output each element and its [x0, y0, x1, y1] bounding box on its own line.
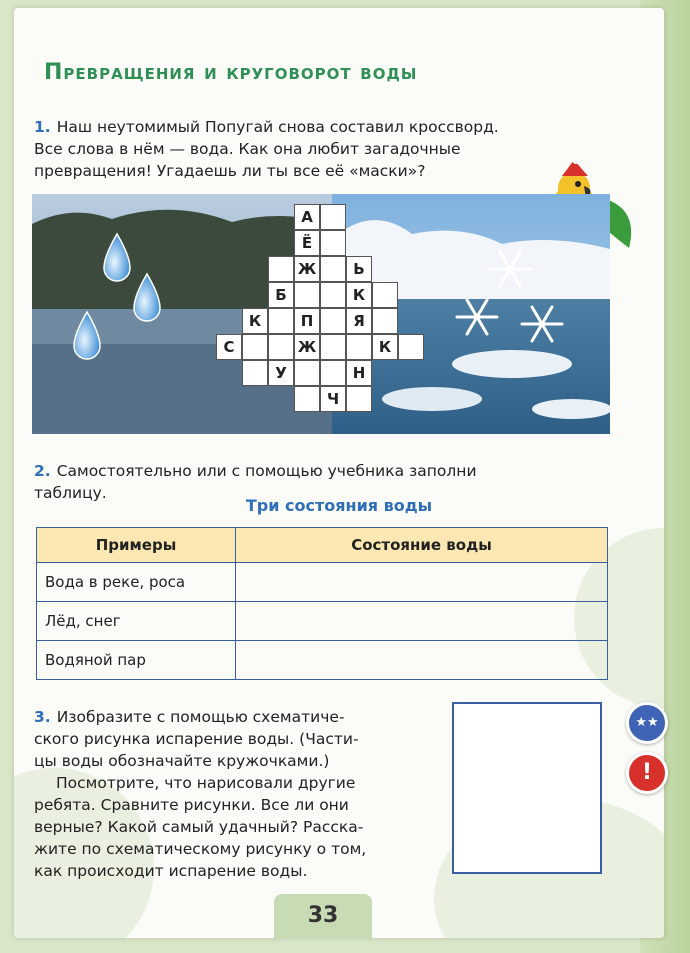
crossword-letter-cell: Ч — [320, 386, 346, 412]
task-3-line: жите по схематическому рисунку о том, — [34, 840, 367, 858]
answer-cell[interactable] — [236, 641, 608, 680]
column-header-examples: Примеры — [37, 528, 236, 563]
task-3-line: Изобразите с помощью схематиче- — [56, 708, 345, 726]
textbook-page — [14, 8, 664, 938]
crossword-letter-cell: К — [242, 308, 268, 334]
crossword-empty-cell[interactable] — [242, 360, 268, 386]
table-row — [37, 641, 608, 680]
crossword-empty-cell[interactable] — [320, 282, 346, 308]
page-title: Превращения и круговорот воды — [44, 60, 418, 85]
task-1 — [34, 116, 594, 182]
crossword-scene — [32, 194, 610, 434]
table-title: Три состояния воды — [245, 496, 433, 515]
crossword-empty-cell[interactable] — [372, 282, 398, 308]
task-2-number: 2. — [34, 462, 51, 480]
crossword-letter-cell: Я — [346, 308, 372, 334]
crossword-empty-cell[interactable] — [320, 256, 346, 282]
task-2-line: таблицу. — [34, 484, 107, 502]
crossword-empty-cell[interactable] — [294, 386, 320, 412]
crossword-letter-cell: Н — [346, 360, 372, 386]
task-1-number: 1. — [34, 118, 51, 136]
column-header-state: Состояние воды — [236, 528, 608, 563]
stars-badge: ★★ — [626, 702, 668, 744]
crossword-empty-cell[interactable] — [320, 308, 346, 334]
task-3-line: ского рисунка испарение воды. (Части- — [34, 730, 359, 748]
task-3-line: цы воды обозначайте кружочками.) — [34, 752, 330, 770]
answer-cell[interactable] — [236, 602, 608, 641]
crossword-empty-cell[interactable] — [268, 308, 294, 334]
crossword-empty-cell[interactable] — [346, 334, 372, 360]
task-1-line: Наш неутомимый Попугай снова составил кроссворд. — [56, 118, 499, 136]
example-cell: Лёд, снег — [37, 602, 236, 641]
crossword-letter-cell: Ё — [294, 230, 320, 256]
task-3-line: ребята. Сравните рисунки. Все ли они — [34, 796, 349, 814]
crossword-letter-cell: Б — [268, 282, 294, 308]
example-cell: Водяной пар — [37, 641, 236, 680]
crossword-letter-cell: Ж — [294, 334, 320, 360]
task-3-line: верные? Какой самый удачный? Расска- — [34, 818, 364, 836]
task-3 — [34, 706, 444, 882]
task-3-number: 3. — [34, 708, 51, 726]
crossword-empty-cell[interactable] — [268, 334, 294, 360]
crossword-letter-cell: К — [372, 334, 398, 360]
crossword-letter-cell: Ь — [346, 256, 372, 282]
crossword-letter-cell: А — [294, 204, 320, 230]
crossword-empty-cell[interactable] — [320, 230, 346, 256]
crossword-empty-cell[interactable] — [320, 360, 346, 386]
page-number: 33 — [274, 894, 372, 938]
crossword-letter-cell: Ж — [294, 256, 320, 282]
task-3-line: Посмотрите, что нарисовали другие — [56, 774, 356, 792]
crossword-letter-cell: К — [346, 282, 372, 308]
task-1-line: превращения! Угадаешь ли ты все её «маски»? — [34, 162, 426, 180]
crossword-empty-cell[interactable] — [320, 204, 346, 230]
crossword-empty-cell[interactable] — [398, 334, 424, 360]
water-states-table — [36, 527, 608, 680]
drawing-answer-box[interactable] — [452, 702, 602, 874]
crossword-empty-cell[interactable] — [372, 308, 398, 334]
task-3-line: как происходит испарение воды. — [34, 862, 308, 880]
answer-cell[interactable] — [236, 563, 608, 602]
crossword-empty-cell[interactable] — [294, 360, 320, 386]
crossword-empty-cell[interactable] — [346, 386, 372, 412]
crossword-empty-cell[interactable] — [320, 334, 346, 360]
crossword-empty-cell[interactable] — [242, 334, 268, 360]
crossword-letter-cell: П — [294, 308, 320, 334]
crossword-letter-cell: У — [268, 360, 294, 386]
table-row — [37, 563, 608, 602]
crossword-empty-cell[interactable] — [268, 256, 294, 282]
crossword-letter-cell: С — [216, 334, 242, 360]
table-row — [37, 602, 608, 641]
task-2-line: Самостоятельно или с помощью учебника заполни — [56, 462, 477, 480]
example-cell: Вода в реке, роса — [37, 563, 236, 602]
exclamation-badge: ! — [626, 752, 668, 794]
crossword-empty-cell[interactable] — [294, 282, 320, 308]
task-1-line: Все слова в нём — вода. Как она любит загадочные — [34, 140, 461, 158]
